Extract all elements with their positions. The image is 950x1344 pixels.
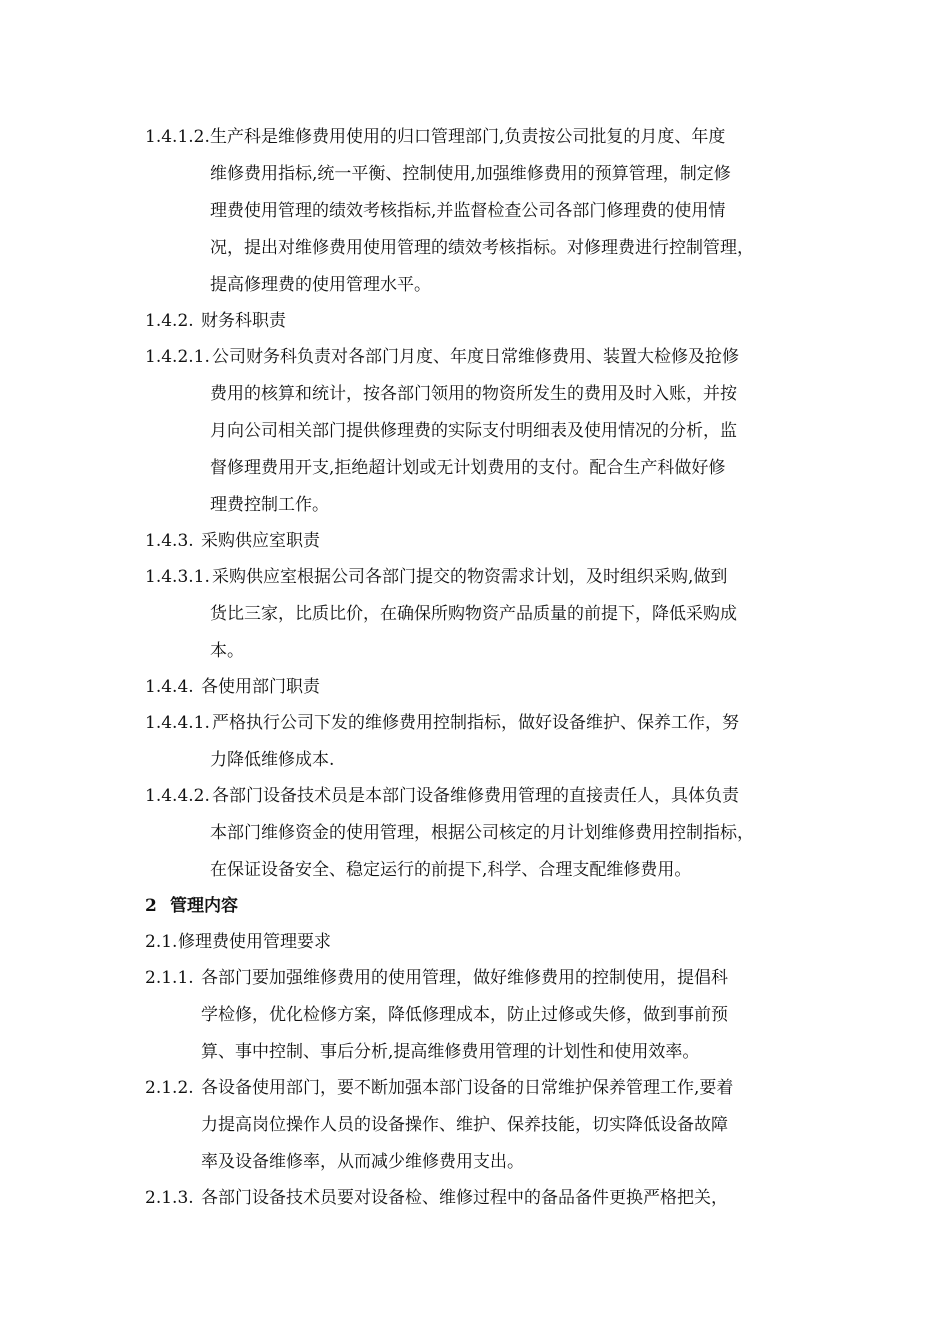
section-heading-text: 各使用部门职责 [201,677,320,697]
section-heading-text: 采购供应室职责 [201,531,320,551]
paragraph-line [145,785,210,807]
paragraph-line: 在保证设备安全、稳定运行的前提下,科学、合理支配维修费用。 [210,860,692,880]
paragraph-line: 生产科是维修费用使用的归口管理部门,负责按公司批复的月度、年度 [210,127,726,147]
paragraph-line [145,126,210,148]
paragraph-line: 严格执行公司下发的维修费用控制指标，做好设备维护、保养工作，努 [212,713,739,733]
section-heading [145,676,194,698]
paragraph-line: 学检修，优化检修方案，降低修理成本，防止过修或失修，做到事前预 [201,1005,728,1025]
clause-number: 2.1. [145,932,178,952]
chapter-heading [145,895,157,917]
paragraph-line: 维修费用指标,统一平衡、控制使用,加强维修费用的预算管理，制定修 [210,164,731,184]
clause-number: 1.4.2. [145,311,194,331]
paragraph-line [145,1187,194,1209]
paragraph-line: 算、事中控制、事后分析,提高维修费用管理的计划性和使用效率。 [201,1042,700,1062]
paragraph-line: 本部门维修资金的使用管理，根据公司核定的月计划维修费用控制指标， [210,823,754,843]
clause-number: 1.4.4. [145,677,194,697]
paragraph-line: 理费使用管理的绩效考核指标,并监督检查公司各部门修理费的使用情 [210,201,726,221]
paragraph-line: 各部门要加强维修费用的使用管理，做好维修费用的控制使用，提倡科 [201,968,728,988]
paragraph-line: 力降低维修成本. [210,750,335,770]
paragraph-line: 费用的核算和统计，按各部门领用的物资所发生的费用及时入账，并按 [210,384,737,404]
paragraph-line: 率及设备维修率，从而减少维修费用支出。 [201,1152,524,1172]
paragraph-line: 力提高岗位操作人员的设备操作、维护、保养技能，切实降低设备故障 [201,1115,728,1135]
clause-number: 1.4.1.2. [145,127,210,147]
clause-number: 1.4.3. [145,531,194,551]
paragraph-line [145,967,194,989]
section-heading [145,931,177,953]
paragraph-line: 月向公司相关部门提供修理费的实际支付明细表及使用情况的分析，监 [210,421,737,441]
clause-number: 1.4.4.2. [145,786,210,806]
paragraph-line: 公司财务科负责对各部门月度、年度日常维修费用、装置大检修及抢修 [212,347,739,367]
paragraph-line: 提高修理费的使用管理水平。 [210,275,431,295]
section-heading-text: 财务科职责 [201,311,286,331]
clause-number: 1.4.4.1. [145,713,210,733]
paragraph-line: 采购供应室根据公司各部门提交的物资需求计划，及时组织采购,做到 [212,567,728,587]
paragraph-line [145,566,210,588]
section-heading [145,310,194,332]
clause-number: 2 [145,896,157,916]
clause-number: 2.1.3. [145,1188,194,1208]
section-heading-text: 修理费使用管理要求 [178,932,331,952]
paragraph-line: 各部门设备技术员是本部门设备维修费用管理的直接责任人，具体负责 [212,786,739,806]
clause-number: 1.4.3.1. [145,567,210,587]
paragraph-line: 督修理费用开支,拒绝超计划或无计划费用的支付。配合生产科做好修 [210,458,726,478]
paragraph-line: 各部门设备技术员要对设备检、维修过程中的备品备件更换严格把关， [201,1188,728,1208]
clause-number: 2.1.2. [145,1078,194,1098]
paragraph-line [145,712,210,734]
section-heading [145,530,194,552]
paragraph-line: 理费控制工作。 [210,495,329,515]
paragraph-line: 本。 [210,641,244,661]
paragraph-line [145,1077,194,1099]
chapter-heading-text: 管理内容 [170,896,238,916]
paragraph-line: 货比三家，比质比价，在确保所购物资产品质量的前提下，降低采购成 [210,604,737,624]
clause-number: 2.1.1. [145,968,194,988]
paragraph-line [145,346,210,368]
paragraph-line: 况，提出对维修费用使用管理的绩效考核指标。对修理费进行控制管理， [210,238,754,258]
clause-number: 1.4.2.1. [145,347,210,367]
paragraph-line: 各设备使用部门，要不断加强本部门设备的日常维护保养管理工作,要着 [201,1078,734,1098]
